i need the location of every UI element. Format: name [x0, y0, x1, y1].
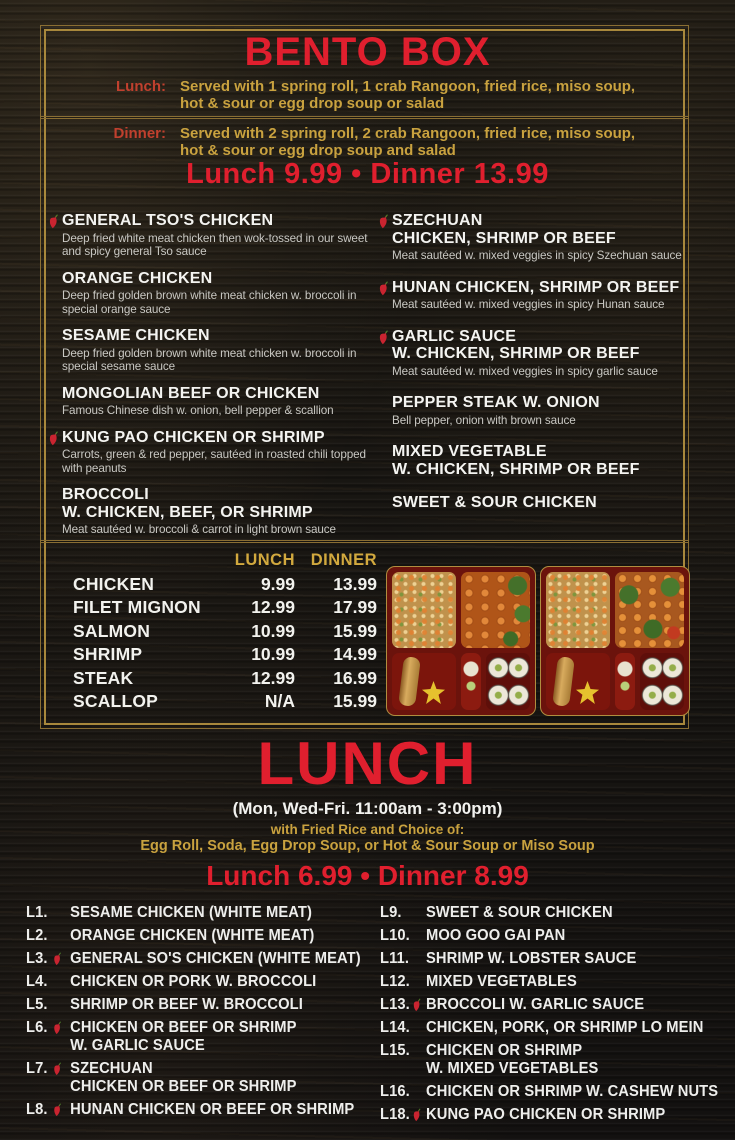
list-item: L18. KUNG PAO CHICKEN OR SHRIMP: [380, 1106, 666, 1123]
chili-pepper-icon: [53, 1021, 62, 1035]
sushi-compartment: [640, 653, 684, 710]
sushi-compartment: [486, 653, 530, 710]
bento-dinner-note: [104, 126, 664, 159]
item-name: BROCCOLI W. CHICKEN, BEEF, OR SHRIMP: [62, 486, 313, 521]
entree-compartment: [461, 572, 530, 648]
bento-title: BENTO BOX: [244, 30, 491, 74]
list-item: L9. SWEET & SOUR CHICKEN: [380, 904, 613, 921]
item-description: Carrots, green & red pepper, sautéed in roasted chili topped with peanuts: [62, 448, 366, 475]
list-item: L12. MIXED VEGETABLES: [380, 973, 577, 990]
dinner-column-header: DINNER: [310, 551, 377, 570]
table-row: SALMON 10.99 15.99: [73, 620, 377, 641]
menu-item: [48, 385, 372, 418]
bento-price-table: [73, 549, 377, 714]
item-name: SESAME CHICKEN: [62, 327, 210, 344]
item-description: Famous Chinese dish w. onion, bell pepper & scallion: [62, 404, 334, 417]
lunch-note-text: Served with 1 spring roll, 1 crab Rangoon, fried rice, miso soup, hot & sour or egg drop soup or salad: [180, 78, 636, 112]
table-row: CHICKEN 9.99 13.99: [73, 573, 377, 594]
list-item: L16. CHICKEN OR SHRIMP W. CASHEW NUTS: [380, 1083, 719, 1100]
entree-compartment: [615, 572, 684, 648]
table-row: FILET MIGNON 12.99 17.99: [73, 597, 377, 618]
chili-pepper-icon: [412, 1108, 421, 1122]
lunch-right-column: [380, 904, 735, 1129]
garnish-compartment: [615, 653, 635, 710]
list-item: L15. CHICKEN OR SHRIMP W. MIXED VEGETABLES: [380, 1042, 599, 1077]
item-name: GENERAL TSO'S CHICKEN: [62, 212, 274, 229]
divider: [41, 540, 689, 543]
bento-right-column: [378, 212, 690, 528]
item-description: Deep fried golden brown white meat chicken w. broccoli in special sesame sauce: [62, 346, 357, 373]
item-description: Meat sautéed w. mixed veggies in spicy Szechuan sauce: [392, 249, 682, 262]
bento-photo-2: [540, 566, 690, 716]
lunch-price-line: Lunch 6.99 • Dinner 8.99: [206, 860, 529, 891]
item-description: Bell pepper, onion with brown sauce: [392, 413, 576, 427]
chili-pepper-icon: [378, 281, 389, 296]
item-description: Meat sautéed w. broccoli & carrot in light brown sauce: [62, 523, 336, 536]
item-description: Deep fried white meat chicken then wok-tossed in our sweet and spicy general Tso sauce: [62, 231, 368, 258]
spring-roll-compartment: [546, 653, 610, 710]
menu-item: [48, 212, 372, 259]
table-row: SCALLOP N/A 15.99: [73, 691, 377, 712]
chili-pepper-icon: [48, 431, 59, 446]
list-item: L2. ORANGE CHICKEN (WHITE MEAT): [26, 927, 315, 944]
chili-pepper-icon: [53, 1062, 62, 1076]
dinner-label: Dinner:: [113, 125, 166, 142]
lunch-note-2: Egg Roll, Soda, Egg Drop Soup, or Hot & Sour Soup or Miso Soup: [140, 838, 595, 854]
lunch-label: Lunch:: [116, 78, 166, 95]
table-row: STEAK 12.99 16.99: [73, 667, 377, 688]
item-name: SWEET & SOUR CHICKEN: [392, 494, 597, 511]
list-item: L13. BROCCOLI W. GARLIC SAUCE: [380, 996, 645, 1013]
item-name: ORANGE CHICKEN: [62, 269, 213, 287]
lunch-hours: (Mon, Wed-Fri. 11:00am - 3:00pm): [232, 799, 503, 818]
chili-pepper-icon: [48, 214, 59, 229]
lunch-left-column: [26, 904, 363, 1124]
lunch-note-1: with Fried Rice and Choice of:: [270, 822, 465, 837]
item-name: KUNG PAO CHICKEN OR SHRIMP: [62, 428, 325, 446]
item-description: Meat sautéed w. mixed veggies in spicy Hunan sauce: [392, 298, 665, 311]
list-item: L5. SHRIMP OR BEEF W. BROCCOLI: [26, 996, 303, 1013]
spring-roll-compartment: [392, 653, 456, 710]
table-header-row: [73, 549, 377, 573]
menu-item: [48, 327, 372, 374]
chili-pepper-icon: [53, 1103, 62, 1117]
bento-left-column: [48, 212, 372, 548]
menu-item: [378, 212, 690, 263]
menu-item: [378, 443, 690, 478]
list-item: L3. GENERAL SO'S CHICKEN (WHITE MEAT): [26, 950, 361, 967]
lunch-column-header: LUNCH: [234, 551, 295, 570]
menu-item: [48, 270, 372, 317]
list-item: L14. CHICKEN, PORK, OR SHRIMP LO MEIN: [380, 1019, 704, 1036]
bento-price-line: Lunch 9.99 • Dinner 13.99: [186, 158, 549, 190]
list-item: L10. MOO GOO GAI PAN: [380, 927, 566, 944]
item-description: Meat sautéed w. mixed veggies in spicy garlic sauce: [392, 364, 658, 378]
list-item: L4. CHICKEN OR PORK W. BROCCOLI: [26, 973, 317, 990]
menu-item: [48, 429, 372, 476]
item-name: GARLIC SAUCE W. CHICKEN, SHRIMP OR BEEF: [392, 327, 640, 362]
dinner-note-text: Served with 2 spring roll, 2 crab Rangoon, fried rice, miso soup, hot & sour or egg drop soup and salad: [180, 125, 636, 159]
menu-item: [378, 394, 690, 427]
garnish-compartment: [461, 653, 481, 710]
list-item: L1. SESAME CHICKEN (WHITE MEAT): [26, 904, 312, 921]
chili-pepper-icon: [378, 330, 389, 345]
item-name: PEPPER STEAK W. ONION: [392, 394, 600, 411]
menu-item: [378, 279, 690, 312]
item-description: Deep fried golden brown white meat chicken w. broccoli in special orange sauce: [62, 289, 357, 316]
menu-item: [48, 486, 372, 537]
chili-pepper-icon: [53, 952, 62, 966]
table-row: SHRIMP 10.99 14.99: [73, 644, 377, 665]
bento-photo-1: [386, 566, 536, 716]
divider: [41, 116, 689, 119]
item-name: MIXED VEGETABLE W. CHICKEN, SHRIMP OR BEEF: [392, 443, 640, 478]
list-item: L8. HUNAN CHICKEN OR BEEF OR SHRIMP: [26, 1101, 355, 1118]
chili-pepper-icon: [378, 214, 389, 229]
menu-item: [378, 494, 690, 512]
fried-rice-compartment: [392, 572, 456, 648]
list-item: L6. CHICKEN OR BEEF OR SHRIMP W. GARLIC SAUCE: [26, 1019, 297, 1054]
fried-rice-compartment: [546, 572, 610, 648]
menu-item: [378, 328, 690, 379]
item-name: HUNAN CHICKEN, SHRIMP OR BEEF: [392, 278, 680, 296]
chili-pepper-icon: [412, 998, 421, 1012]
bento-lunch-note: [104, 79, 664, 112]
list-item: L11. SHRIMP W. LOBSTER SAUCE: [380, 950, 637, 967]
lunch-title: LUNCH: [257, 730, 478, 797]
item-name: MONGOLIAN BEEF OR CHICKEN: [62, 384, 320, 402]
item-name: SZECHUAN CHICKEN, SHRIMP OR BEEF: [392, 212, 616, 247]
list-item: L7. SZECHUAN CHICKEN OR BEEF OR SHRIMP: [26, 1060, 297, 1095]
